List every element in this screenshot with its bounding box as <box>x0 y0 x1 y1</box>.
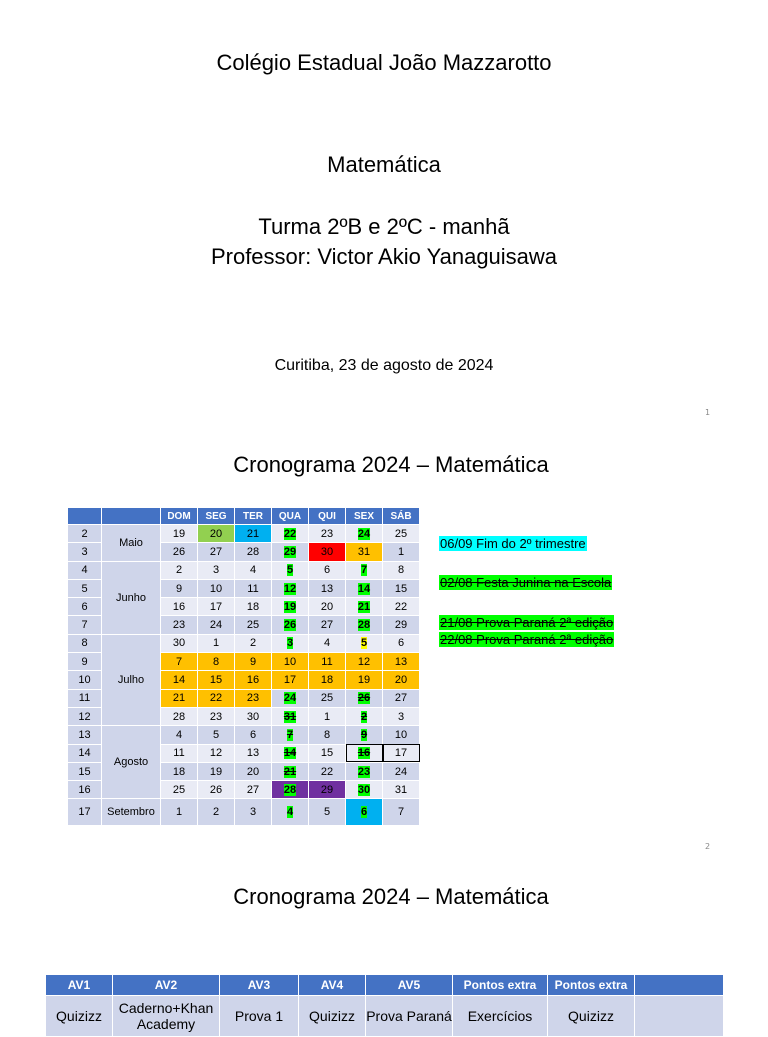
day-number: 2 <box>360 710 368 723</box>
calendar-day <box>161 744 198 762</box>
av-header: AV1 <box>46 975 113 996</box>
av-header: AV5 <box>366 975 453 996</box>
calendar-week-row <box>68 726 420 744</box>
av-cell: Caderno+Khan Academy <box>113 996 220 1037</box>
calendar-day <box>272 671 309 689</box>
day-number: 12 <box>283 582 297 595</box>
day-number: 20 <box>209 527 223 540</box>
calendar-day <box>198 671 235 689</box>
day-number: 8 <box>212 655 220 668</box>
class-title: Turma 2ºB e 2ºC - manhã <box>258 214 510 239</box>
calendar-day <box>383 579 420 597</box>
av-header: AV3 <box>220 975 299 996</box>
calendar-day <box>235 744 272 762</box>
calendar-header <box>68 508 102 525</box>
week-number: 16 <box>68 781 102 799</box>
assessment-table <box>45 974 724 1037</box>
calendar-day <box>272 707 309 725</box>
day-number: 16 <box>172 600 186 613</box>
calendar-day <box>198 543 235 561</box>
calendar-header: SEX <box>346 508 383 525</box>
day-number: 6 <box>360 806 368 819</box>
calendar-header: SÁB <box>383 508 420 525</box>
calendar-day <box>309 653 346 671</box>
day-number: 3 <box>212 564 220 577</box>
day-number: 23 <box>320 527 334 540</box>
calendar-header: TER <box>235 508 272 525</box>
calendar-day <box>198 561 235 579</box>
calendar-day <box>235 653 272 671</box>
week-number: 5 <box>68 579 102 597</box>
calendar-day <box>346 653 383 671</box>
calendar-day <box>346 598 383 616</box>
calendar-day <box>383 543 420 561</box>
calendar-day <box>309 726 346 744</box>
calendar-day <box>161 561 198 579</box>
day-number: 19 <box>357 674 371 687</box>
day-number: 29 <box>394 619 408 632</box>
month-label: Julho <box>102 634 161 725</box>
note-prova-parana-2: 22/08 Prova Paraná 2ª edição <box>440 632 614 647</box>
calendar-day <box>161 799 198 826</box>
calendar-day <box>198 653 235 671</box>
calendar-day <box>383 726 420 744</box>
calendar-day <box>309 671 346 689</box>
day-number: 26 <box>357 692 371 705</box>
day-number: 21 <box>357 600 371 613</box>
week-number: 14 <box>68 744 102 762</box>
calendar-day <box>161 598 198 616</box>
calendar-day <box>383 634 420 652</box>
day-number: 23 <box>209 710 223 723</box>
day-number: 22 <box>209 692 223 705</box>
av-cell: Exercícios <box>453 996 548 1037</box>
calendar-day <box>383 653 420 671</box>
page-number: 1 <box>705 408 711 417</box>
day-number: 13 <box>320 582 334 595</box>
calendar-day <box>346 543 383 561</box>
calendar-day <box>383 616 420 634</box>
calendar-day <box>198 781 235 799</box>
day-number: 19 <box>172 527 186 540</box>
day-number: 19 <box>209 765 223 778</box>
day-number: 6 <box>397 637 405 650</box>
calendar-day <box>383 525 420 543</box>
day-number: 28 <box>246 545 260 558</box>
day-number: 2 <box>175 564 183 577</box>
calendar-day <box>161 689 198 707</box>
calendar-day <box>198 744 235 762</box>
day-number: 27 <box>209 545 223 558</box>
calendar-day <box>346 634 383 652</box>
calendar-day <box>346 616 383 634</box>
week-number: 8 <box>68 634 102 652</box>
day-number: 21 <box>246 527 260 540</box>
calendar-day <box>309 598 346 616</box>
day-number: 28 <box>172 710 186 723</box>
day-number: 10 <box>283 655 297 668</box>
calendar-day <box>383 561 420 579</box>
day-number: 31 <box>357 545 371 558</box>
day-number: 27 <box>320 619 334 632</box>
month-label: Junho <box>102 561 161 634</box>
day-number: 30 <box>172 637 186 650</box>
week-number: 3 <box>68 543 102 561</box>
calendar-day <box>161 543 198 561</box>
calendar-day <box>235 689 272 707</box>
calendar-day <box>161 707 198 725</box>
calendar-day <box>161 634 198 652</box>
day-number: 11 <box>247 582 259 595</box>
day-number: 16 <box>357 747 371 760</box>
day-number: 23 <box>172 619 186 632</box>
day-number: 4 <box>323 637 331 650</box>
calendar-day <box>272 726 309 744</box>
calendar-day <box>161 671 198 689</box>
week-number: 10 <box>68 671 102 689</box>
day-number: 15 <box>394 582 408 595</box>
day-number: 5 <box>286 564 294 577</box>
calendar-day <box>346 689 383 707</box>
calendar-day <box>235 762 272 780</box>
calendar-day <box>383 799 420 826</box>
av-header <box>635 975 724 996</box>
week-number: 2 <box>68 525 102 543</box>
day-number: 15 <box>320 747 334 760</box>
day-number: 31 <box>394 783 408 796</box>
calendar-day <box>235 579 272 597</box>
calendar-day <box>161 781 198 799</box>
calendar-day <box>346 781 383 799</box>
day-number: 6 <box>249 728 257 741</box>
month-label: Maio <box>102 525 161 562</box>
calendar-day <box>272 598 309 616</box>
av-cell: Quizizz <box>46 996 113 1037</box>
calendar-day <box>346 525 383 543</box>
calendar-day <box>235 707 272 725</box>
calendar-day <box>272 762 309 780</box>
day-number: 24 <box>394 765 408 778</box>
day-number: 11 <box>173 747 185 760</box>
calendar-day <box>309 561 346 579</box>
day-number: 25 <box>172 783 186 796</box>
day-number: 17 <box>283 674 297 687</box>
day-number: 9 <box>360 728 368 741</box>
day-number: 5 <box>323 806 331 819</box>
av-header: AV4 <box>299 975 366 996</box>
day-number: 7 <box>397 806 405 819</box>
calendar-day <box>235 616 272 634</box>
calendar-week-row <box>68 561 420 579</box>
calendar-day <box>198 762 235 780</box>
week-number: 11 <box>68 689 102 707</box>
calendar-day <box>198 616 235 634</box>
calendar-day <box>309 744 346 762</box>
calendar-day <box>161 579 198 597</box>
av-header: AV2 <box>113 975 220 996</box>
calendar-day <box>272 616 309 634</box>
calendar-day <box>309 799 346 826</box>
day-number: 26 <box>172 545 186 558</box>
calendar-day <box>235 598 272 616</box>
calendar-header <box>102 508 161 525</box>
calendar-day <box>161 726 198 744</box>
day-number: 18 <box>172 765 186 778</box>
calendar-day <box>383 598 420 616</box>
calendar-day <box>383 762 420 780</box>
calendar-day <box>198 707 235 725</box>
day-number: 10 <box>209 582 223 595</box>
day-number: 3 <box>397 710 405 723</box>
day-number: 23 <box>357 765 371 778</box>
week-number: 6 <box>68 598 102 616</box>
calendar-header: SEG <box>198 508 235 525</box>
calendar-day <box>346 561 383 579</box>
day-number: 5 <box>360 637 368 650</box>
document-date: Curitiba, 23 de agosto de 2024 <box>274 357 494 374</box>
calendar-day <box>346 671 383 689</box>
day-number: 25 <box>246 619 260 632</box>
calendar-day <box>346 799 383 826</box>
schedule-title: Cronograma 2024 – Matemática <box>233 452 549 477</box>
calendar-day <box>346 744 383 762</box>
day-number: 29 <box>283 545 297 558</box>
calendar-day <box>309 616 346 634</box>
week-number: 13 <box>68 726 102 744</box>
av-header: Pontos extra <box>548 975 635 996</box>
calendar-day <box>272 799 309 826</box>
calendar-week-row <box>68 525 420 543</box>
schedule-title-2: Cronograma 2024 – Matemática <box>233 884 549 909</box>
day-number: 2 <box>212 806 220 819</box>
av-cell <box>635 996 724 1037</box>
subject-title: Matemática <box>327 152 441 177</box>
day-number: 11 <box>321 655 333 668</box>
calendar-day <box>346 726 383 744</box>
week-number: 7 <box>68 616 102 634</box>
calendar-header: QUA <box>272 508 309 525</box>
week-number: 12 <box>68 707 102 725</box>
day-number: 27 <box>394 692 408 705</box>
day-number: 15 <box>209 674 223 687</box>
day-number: 7 <box>360 564 368 577</box>
day-number: 7 <box>286 728 294 741</box>
day-number: 13 <box>246 747 260 760</box>
day-number: 26 <box>283 619 297 632</box>
day-number: 25 <box>394 527 408 540</box>
day-number: 3 <box>286 637 294 650</box>
calendar-day <box>161 525 198 543</box>
day-number: 28 <box>357 619 371 632</box>
calendar-day <box>383 744 420 762</box>
calendar-day <box>198 579 235 597</box>
day-number: 18 <box>246 600 260 613</box>
calendar-day <box>235 634 272 652</box>
day-number: 12 <box>357 655 371 668</box>
calendar-day <box>198 634 235 652</box>
page-number: 2 <box>705 842 711 851</box>
calendar-day <box>383 689 420 707</box>
day-number: 1 <box>397 545 405 558</box>
day-number: 7 <box>175 655 183 668</box>
calendar-day <box>235 726 272 744</box>
day-number: 3 <box>249 806 257 819</box>
calendar-day <box>272 744 309 762</box>
school-name: Colégio Estadual João Mazzarotto <box>216 50 552 75</box>
day-number: 16 <box>246 674 260 687</box>
calendar-day <box>272 689 309 707</box>
note-prova-parana-1: 21/08 Prova Paraná 2ª edição <box>440 615 614 630</box>
day-number: 24 <box>283 692 297 705</box>
calendar-day <box>346 579 383 597</box>
day-number: 21 <box>283 765 297 778</box>
day-number: 26 <box>209 783 223 796</box>
day-number: 2 <box>249 637 257 650</box>
day-number: 30 <box>246 710 260 723</box>
calendar-day <box>309 525 346 543</box>
calendar-day <box>272 781 309 799</box>
day-number: 22 <box>394 600 408 613</box>
calendar-day <box>198 525 235 543</box>
calendar-day <box>161 616 198 634</box>
day-number: 14 <box>172 674 186 687</box>
calendar-day <box>383 671 420 689</box>
day-number: 4 <box>286 806 294 819</box>
day-number: 6 <box>323 564 331 577</box>
day-number: 28 <box>283 783 297 796</box>
av-cell: Prova 1 <box>220 996 299 1037</box>
day-number: 29 <box>320 783 334 796</box>
day-number: 4 <box>249 564 257 577</box>
day-number: 1 <box>323 710 331 723</box>
calendar-day <box>235 671 272 689</box>
calendar-day <box>309 579 346 597</box>
day-number: 20 <box>246 765 260 778</box>
day-number: 23 <box>246 692 260 705</box>
calendar-day <box>272 579 309 597</box>
week-number: 4 <box>68 561 102 579</box>
calendar-day <box>235 561 272 579</box>
day-number: 1 <box>212 637 220 650</box>
week-number: 9 <box>68 653 102 671</box>
calendar-week-row <box>68 634 420 652</box>
day-number: 20 <box>394 674 408 687</box>
calendar-day <box>346 707 383 725</box>
calendar-day <box>161 653 198 671</box>
note-festa-junina: 02/08 Festa Junina na Escola <box>440 575 612 590</box>
calendar-day <box>198 598 235 616</box>
day-number: 9 <box>175 582 183 595</box>
day-number: 13 <box>394 655 408 668</box>
day-number: 24 <box>357 527 371 540</box>
calendar-table <box>67 507 420 826</box>
av-cell: Prova Paraná <box>366 996 453 1037</box>
calendar-day <box>346 762 383 780</box>
calendar-day <box>198 799 235 826</box>
calendar-day <box>272 634 309 652</box>
calendar-day <box>198 726 235 744</box>
day-number: 24 <box>209 619 223 632</box>
day-number: 12 <box>209 747 223 760</box>
month-label: Setembro <box>102 799 161 826</box>
day-number: 4 <box>175 728 183 741</box>
av-header: Pontos extra <box>453 975 548 996</box>
calendar-day <box>309 543 346 561</box>
month-label: Agosto <box>102 726 161 799</box>
day-number: 21 <box>172 692 186 705</box>
note-end-trimester: 06/09 Fim do 2º trimestre <box>440 536 586 551</box>
calendar-day <box>235 799 272 826</box>
day-number: 5 <box>212 728 220 741</box>
calendar-day <box>272 543 309 561</box>
calendar-day <box>309 707 346 725</box>
calendar-day <box>235 543 272 561</box>
calendar-day <box>161 762 198 780</box>
av-cell: Quizizz <box>548 996 635 1037</box>
day-number: 30 <box>320 545 334 558</box>
day-number: 25 <box>320 692 334 705</box>
teacher-name: Professor: Victor Akio Yanaguisawa <box>210 244 558 269</box>
day-number: 9 <box>249 655 257 668</box>
calendar-day <box>235 525 272 543</box>
week-number: 15 <box>68 762 102 780</box>
av-cell: Quizizz <box>299 996 366 1037</box>
day-number: 1 <box>175 806 183 819</box>
day-number: 17 <box>209 600 223 613</box>
day-number: 30 <box>357 783 371 796</box>
day-number: 22 <box>283 527 297 540</box>
day-number: 22 <box>320 765 334 778</box>
day-number: 18 <box>320 674 334 687</box>
day-number: 19 <box>283 600 297 613</box>
calendar-day <box>272 561 309 579</box>
calendar-day <box>383 707 420 725</box>
day-number: 27 <box>246 783 260 796</box>
calendar-day <box>272 653 309 671</box>
day-number: 20 <box>320 600 334 613</box>
calendar-day <box>272 525 309 543</box>
calendar-day <box>309 689 346 707</box>
day-number: 31 <box>283 710 297 723</box>
calendar-header: DOM <box>161 508 198 525</box>
day-number: 8 <box>323 728 331 741</box>
week-number: 17 <box>68 799 102 826</box>
calendar-day <box>235 781 272 799</box>
calendar-day <box>383 781 420 799</box>
day-number: 17 <box>394 747 408 760</box>
day-number: 8 <box>397 564 405 577</box>
calendar-day <box>309 634 346 652</box>
calendar-day <box>309 781 346 799</box>
calendar-day <box>309 762 346 780</box>
calendar-header: QUI <box>309 508 346 525</box>
calendar-day <box>198 689 235 707</box>
calendar-week-row <box>68 799 420 826</box>
day-number: 14 <box>283 747 297 760</box>
day-number: 14 <box>357 582 371 595</box>
day-number: 10 <box>394 728 408 741</box>
